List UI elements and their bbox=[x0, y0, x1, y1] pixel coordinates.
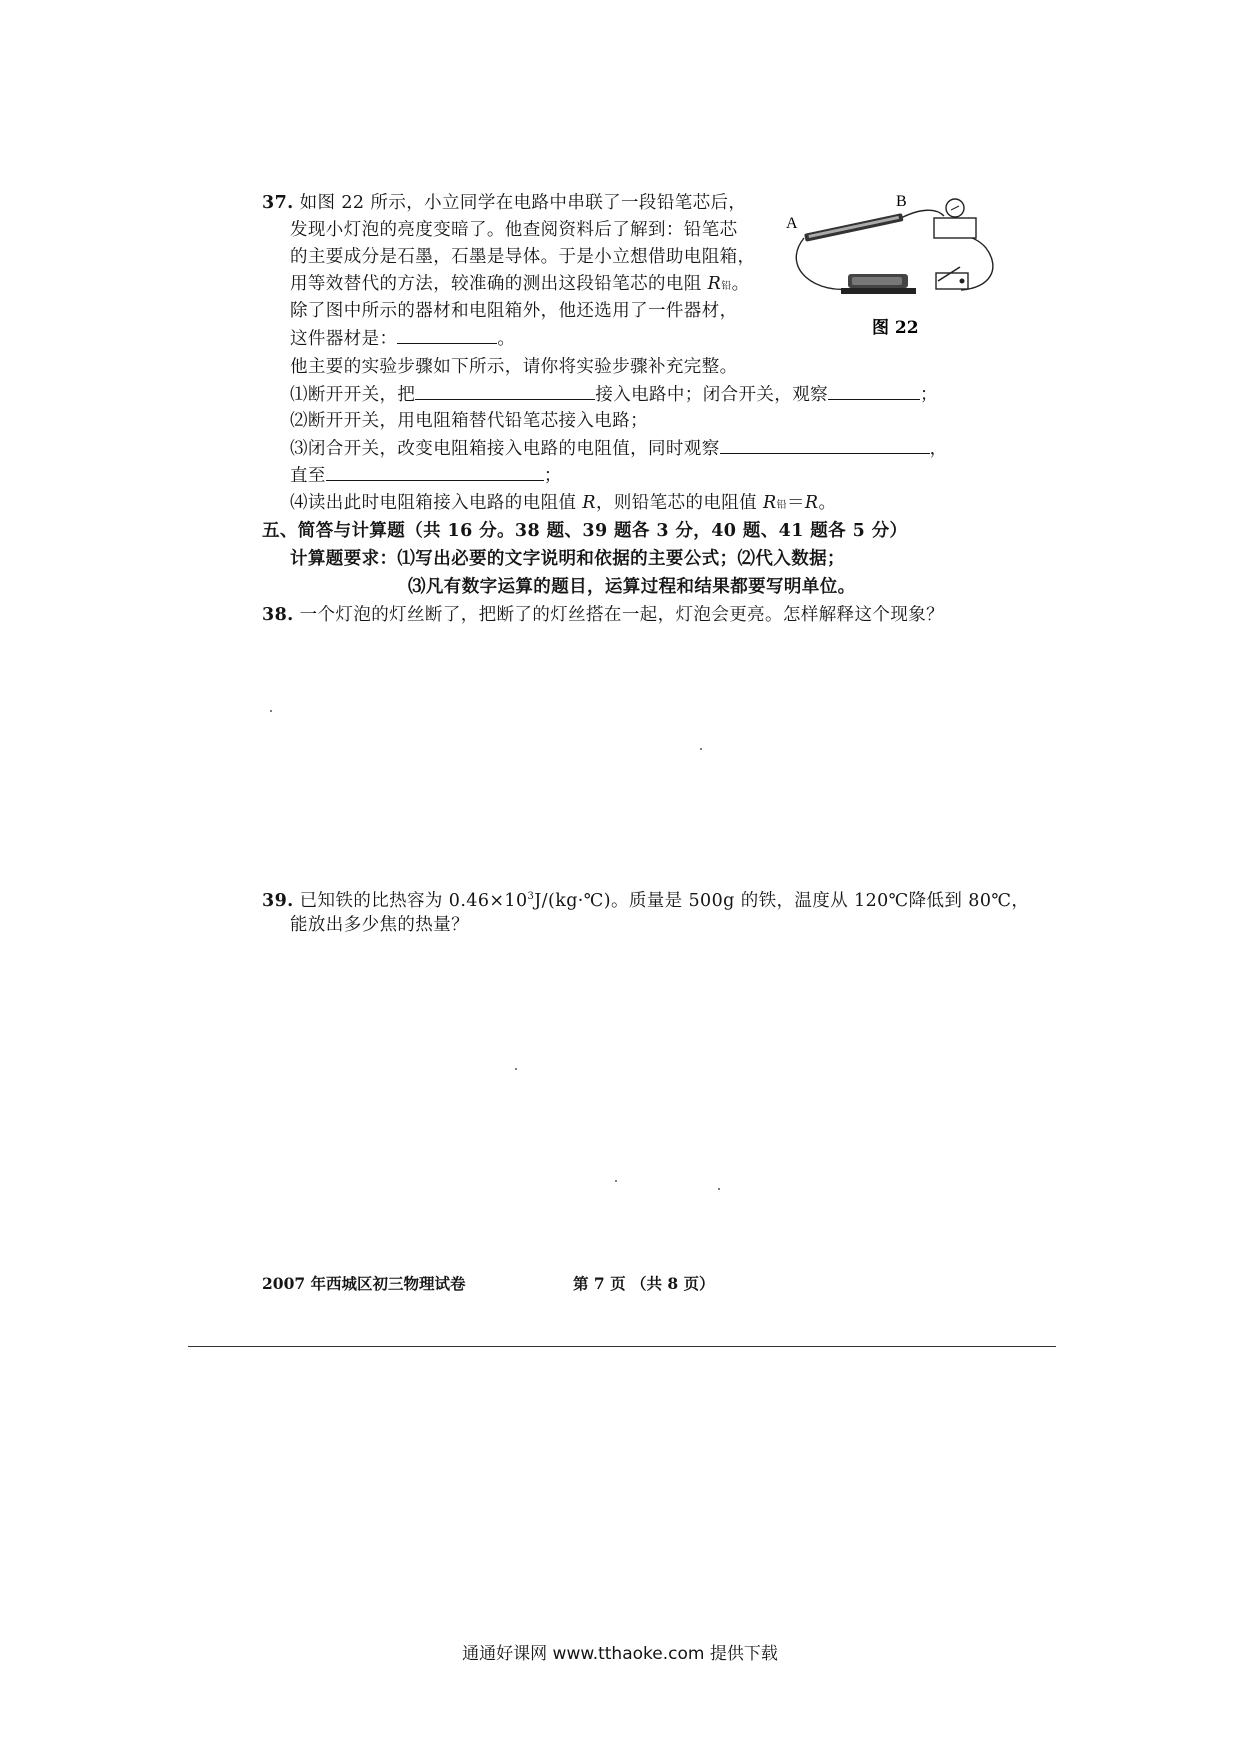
label-b: B bbox=[896, 193, 907, 210]
q37-line7: 他主要的实验步骤如下所示，请你将实验步骤补充完整。 bbox=[290, 357, 738, 377]
q37-step3: ⑶闭合开关，改变电阻箱接入电路的电阻值，同时观察 ， bbox=[290, 435, 948, 462]
q37-line1: 37. 如图 22 所示，小立同学在电路中串联了一段铅笔芯后， bbox=[262, 193, 747, 213]
figure-22 bbox=[786, 178, 1016, 343]
pencil-lead bbox=[804, 213, 903, 242]
exam-title-footer: 2007 年西城区初三物理试卷 bbox=[262, 1274, 466, 1293]
scan-speck bbox=[515, 1068, 517, 1070]
step3-until-blank[interactable] bbox=[326, 462, 544, 481]
label-a: A bbox=[786, 215, 798, 232]
q37-step4: ⑷读出此时电阻箱接入电路的电阻值 R，则铅笔芯的电阻值 R铅＝R。 bbox=[290, 493, 837, 513]
step1-observe-blank[interactable] bbox=[828, 381, 920, 400]
page-divider bbox=[188, 1346, 1056, 1347]
step3-observe-blank[interactable] bbox=[720, 435, 930, 454]
wire-top bbox=[901, 210, 944, 218]
q37-line6: 这件器材是： 。 bbox=[290, 325, 515, 352]
q37-number: 37. bbox=[262, 193, 294, 213]
q39-line2: 能放出多少焦的热量？ bbox=[290, 915, 469, 935]
q39-number: 39. bbox=[262, 890, 294, 911]
section5-req2: ⑶凡有数字运算的题目，运算过程和结果都要写明单位。 bbox=[408, 577, 856, 597]
q37-step1: ⑴断开开关，把 接入电路中；闭合开关，观察 ； bbox=[290, 381, 938, 408]
scan-speck bbox=[718, 1188, 720, 1190]
section5-title: 五、简答与计算题（共 16 分。38 题、39 题各 3 分，40 题、41 题各 5 分） bbox=[262, 521, 908, 541]
q37-line3: 的主要成分是石墨，石墨是导体。于是小立想借助电阻箱， bbox=[290, 247, 756, 267]
q38-number: 38. bbox=[262, 605, 294, 625]
q37-step2: ⑵断开开关，用电阻箱替代铅笔芯接入电路； bbox=[290, 411, 648, 431]
step1-connect-blank[interactable] bbox=[415, 381, 595, 400]
scan-speck bbox=[700, 748, 702, 750]
section5-req1: 计算题要求：⑴写出必要的文字说明和依据的主要公式；⑵代入数据； bbox=[290, 549, 845, 569]
bulb-base bbox=[934, 218, 976, 238]
q38: 38. 一个灯泡的灯丝断了，把断了的灯丝搭在一起，灯泡会更亮。怎样解释这个现象？ bbox=[262, 605, 945, 625]
circuit-diagram bbox=[786, 178, 1016, 343]
page-number-footer: 第 7 页 （共 8 页） bbox=[573, 1274, 715, 1293]
q37-line2: 发现小灯泡的亮度变暗了。他查阅资料后了解到：铅笔芯 bbox=[290, 220, 738, 240]
figure-caption: 图 22 bbox=[872, 318, 919, 338]
q37-step3-cont: 直至 ； bbox=[290, 462, 562, 489]
q39-line1: 39. 已知铁的比热容为 $0.46\times 10^3J/(kg\cdot℃)$。质量是 500g 的铁，温度从 120℃降低到 80℃， bbox=[262, 890, 1030, 911]
equipment-blank[interactable] bbox=[397, 325, 497, 344]
download-credit: 通通好课网 www.tthaoke.com 提供下载 bbox=[462, 1644, 778, 1664]
battery-board bbox=[841, 288, 916, 294]
scan-speck bbox=[615, 1180, 617, 1182]
q37-line4: 用等效替代的方法，较准确的测出这段铅笔芯的电阻 R铅。 bbox=[290, 274, 750, 294]
wire-left bbox=[796, 238, 856, 289]
scan-speck bbox=[270, 710, 272, 712]
q37-line5: 除了图中所示的器材和电阻箱外，他还选用了一件器材， bbox=[290, 301, 738, 321]
